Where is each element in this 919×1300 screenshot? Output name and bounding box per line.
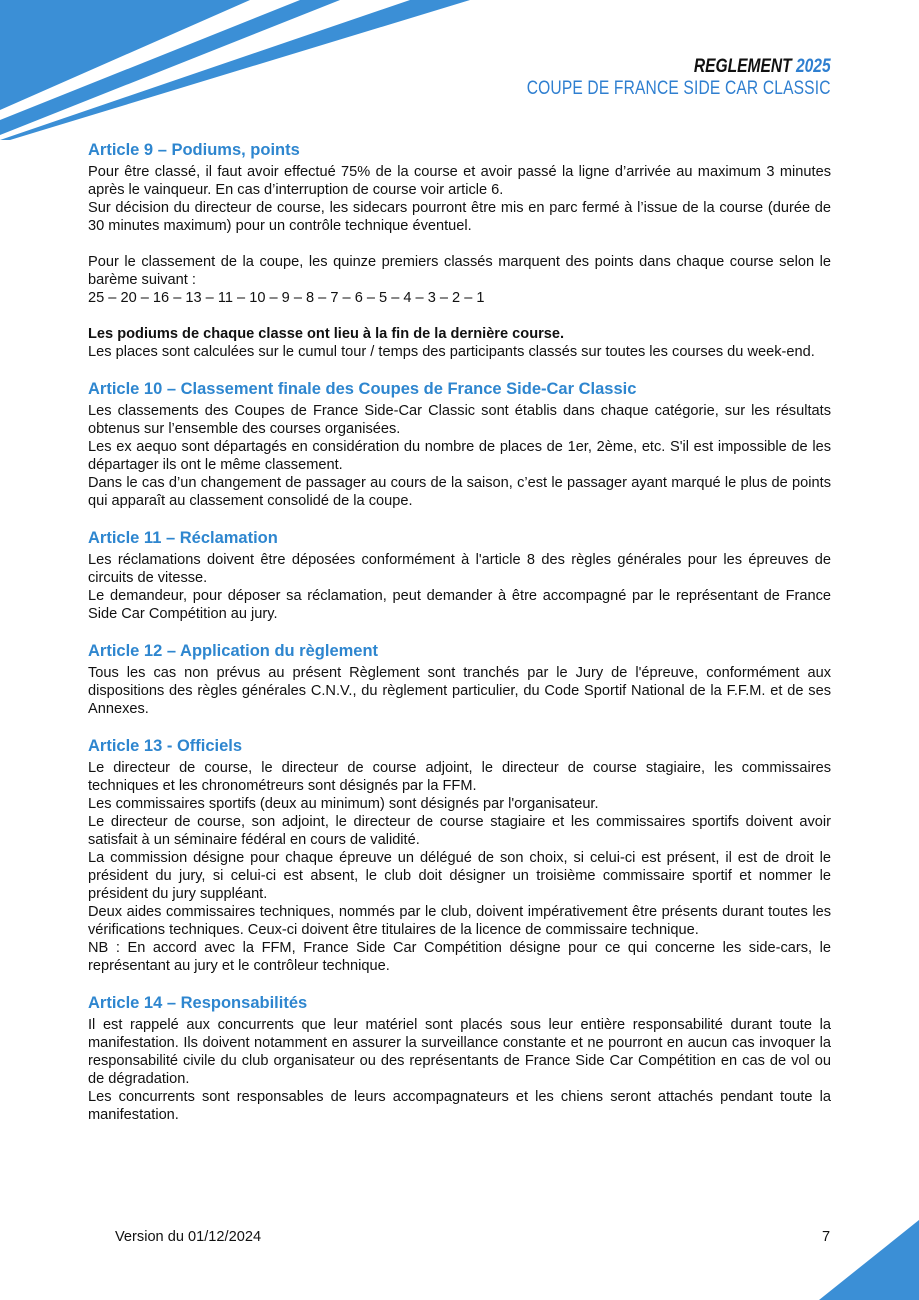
paragraph: Les places sont calculées sur le cumul tour / temps des participants classés sur toutes les courses du week-end. (88, 344, 815, 360)
article-14 (88, 993, 831, 1124)
paragraph: La commission désigne pour chaque épreuve un délégué de son choix, si celui-ci est présent, il est de droit le président du jury, si celui-ci est absent, le club doit désigner un troisième commissaire sportif et nommer le président du jury suppléant. (88, 850, 831, 902)
article-10 (88, 379, 831, 510)
paragraph-bold: Les podiums de chaque classe ont lieu à la fin de la dernière course. (88, 326, 565, 342)
paragraph: Les concurrents sont responsables de leurs accompagnateurs et les chiens seront attachés pendant toute la manifestation. (88, 1089, 831, 1123)
paragraph: NB : En accord avec la FFM, France Side Car Compétition désigne pour ce qui concerne les side-cars, le représentant au jury et le contrôleur technique. (88, 940, 831, 974)
header-subtitle: COUPE DE FRANCE SIDE CAR CLASSIC (527, 78, 831, 99)
paragraph: Il est rappelé aux concurrents que leur matériel sont placés sous leur entière responsabilité durant toute la manifestation. Ils doivent notamment en assurer la surveillance constante et ne pourront en aucun cas invoquer la responsabilité civile du club organisateur ou des représentants de France Side Car Compétition en cas de vol ou de dégradation. (88, 1017, 831, 1087)
article-13 (88, 736, 831, 975)
header-stripes-decoration (0, 0, 480, 150)
paragraph: Pour être classé, il faut avoir effectué 75% de la course et avoir passé la ligne d’arrivée au maximum 3 minutes après le vainqueur. En cas d’interruption de course voir article 6. (88, 164, 831, 198)
paragraph: Les réclamations doivent être déposées conformément à l'article 8 des règles générales pour les épreuves de circuits de vitesse. (88, 552, 831, 586)
header-title (527, 56, 831, 78)
paragraph: Le directeur de course, le directeur de course adjoint, le directeur de course stagiaire, les commissaires techniques et les chronométreurs sont désignés par la FFM. (88, 760, 831, 794)
footer-triangle-decoration (819, 1220, 919, 1300)
paragraph: Tous les cas non prévus au présent Règlement sont tranchés par le Jury de l'épreuve, conformément aux dispositions des règles générales C.N.V., du règlement particulier, du Code Sportif National de la F.F.M. et de ses Annexes. (88, 665, 831, 717)
footer-page-number: 7 (822, 1229, 831, 1245)
article-9 (88, 140, 831, 361)
article-title: Article 13 - Officiels (88, 737, 243, 755)
article-11 (88, 528, 831, 623)
paragraph: Pour le classement de la coupe, les quinze premiers classés marquent des points dans chaque course selon le barème suivant : (88, 254, 831, 288)
document-body (88, 140, 831, 1142)
article-title: Article 9 – Podiums, points (88, 141, 300, 159)
paragraph: Dans le cas d’un changement de passager au cours de la saison, c’est le passager ayant marqué le plus de points qui apparaît au classement consolidé de la coupe. (88, 475, 831, 509)
article-12 (88, 641, 831, 718)
document-header (527, 56, 831, 100)
paragraph: Le directeur de course, son adjoint, le directeur de course stagiaire et les commissaires sportifs doivent avoir satisfait à un séminaire fédéral en cours de validité. (88, 814, 831, 848)
paragraph: Les ex aequo sont départagés en considération du nombre de places de 1er, 2ème, etc. S'il est impossible de les départager ils ont le même classement. (88, 439, 831, 473)
paragraph: Le demandeur, pour déposer sa réclamation, peut demander à être accompagné par le représentant de France Side Car Compétition au jury. (88, 588, 831, 622)
paragraph: Deux aides commissaires techniques, nommés par le club, doivent impérativement être présents durant toutes les vérifications techniques. Ceux-ci doivent être titulaires de la licence de commissaire technique. (88, 904, 831, 938)
paragraph: Sur décision du directeur de course, les sidecars pourront être mis en parc fermé à l’issue de la course (durée de 30 minutes maximum) pour un contrôle technique éventuel. (88, 200, 831, 234)
paragraph: Les classements des Coupes de France Side-Car Classic sont établis dans chaque catégorie, sur les résultats obtenus sur l’ensemble des courses organisées. (88, 403, 831, 437)
article-title: Article 11 – Réclamation (88, 529, 278, 547)
points-scale: 25 – 20 – 16 – 13 – 11 – 10 – 9 – 8 – 7 – 6 – 5 – 4 – 3 – 2 – 1 (88, 290, 485, 306)
article-title: Article 14 – Responsabilités (88, 994, 308, 1012)
header-title-prefix: REGLEMENT (694, 56, 792, 77)
footer-version: Version du 01/12/2024 (115, 1229, 262, 1245)
article-title: Article 10 – Classement finale des Coupes de France Side-Car Classic (88, 380, 637, 398)
article-title: Article 12 – Application du règlement (88, 642, 379, 660)
header-title-year: 2025 (796, 56, 831, 77)
paragraph: Les commissaires sportifs (deux au minimum) sont désignés par l'organisateur. (88, 796, 599, 812)
